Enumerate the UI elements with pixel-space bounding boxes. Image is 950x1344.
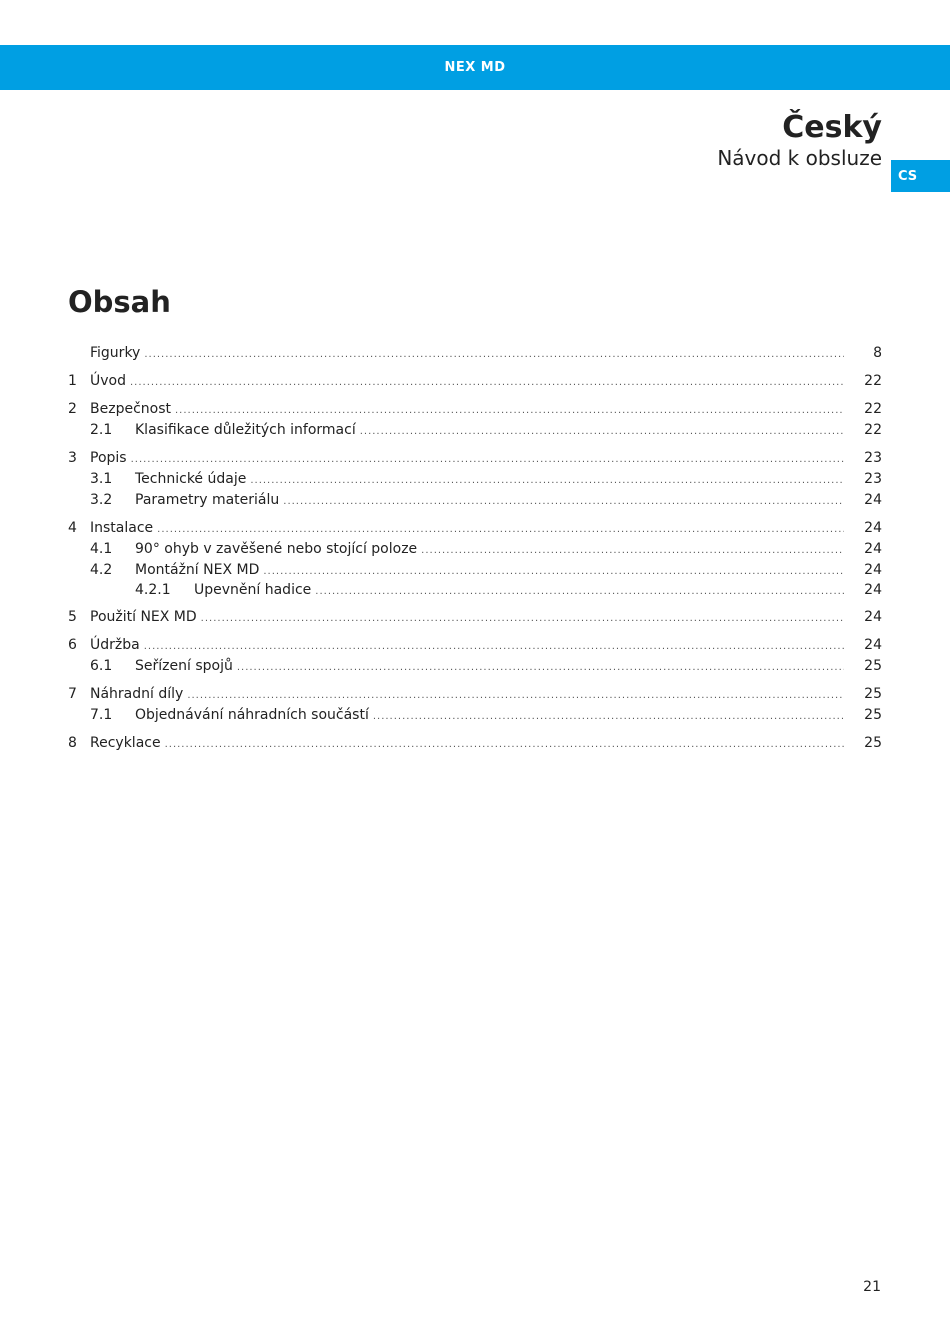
toc-entry-label: Montážní NEX MD — [135, 562, 260, 578]
toc-entry-label: 90° ohyb v zavěšené nebo stojící poloze — [135, 541, 418, 557]
toc-leader-dots — [131, 449, 844, 470]
toc-entry-number: 4.2.1 — [135, 582, 171, 598]
toc-entry-label: Klasifikace důležitých informací — [135, 422, 356, 438]
toc-entry-page: 25 — [864, 686, 882, 702]
toc-entry[interactable] — [68, 581, 882, 600]
toc-entry[interactable] — [68, 343, 882, 364]
toc-leader-dots — [144, 344, 844, 365]
toc-entry-label: Objednávání náhradních součástí — [135, 707, 369, 723]
toc-entry-page: 24 — [864, 637, 882, 653]
toc-entry[interactable] — [68, 684, 882, 705]
toc-entry-page: 24 — [864, 582, 882, 598]
toc-entry-page: 24 — [864, 492, 882, 508]
toc-entry-page: 24 — [864, 520, 882, 536]
toc-entry-number: 4.2 — [90, 562, 113, 578]
toc-leader-dots — [360, 421, 844, 442]
toc-entry[interactable] — [68, 399, 882, 420]
toc-entry[interactable] — [68, 420, 882, 441]
toc-entry-page: 22 — [864, 373, 882, 389]
toc-entry[interactable] — [68, 518, 882, 539]
toc-entry-page: 25 — [864, 735, 882, 751]
toc-leader-dots — [263, 561, 844, 582]
toc-leader-dots — [157, 519, 844, 540]
toc-leader-dots — [237, 657, 844, 678]
toc-leader-dots — [250, 470, 844, 491]
toc-entry-label: Parametry materiálu — [135, 492, 280, 508]
toc-entry[interactable] — [68, 490, 882, 511]
toc-heading: Obsah — [68, 285, 171, 319]
toc-entry-number: 6.1 — [90, 658, 113, 674]
toc-entry-page: 25 — [864, 707, 882, 723]
toc-entry[interactable] — [68, 448, 882, 469]
toc-entry[interactable] — [68, 705, 882, 726]
toc-entry-label: Recyklace — [90, 735, 161, 751]
toc-entry-page: 23 — [864, 471, 882, 487]
toc-leader-dots — [283, 491, 844, 512]
toc-entry-number: 5 — [68, 609, 77, 625]
toc-entry-label: Popis — [90, 450, 127, 466]
toc-leader-dots — [373, 706, 844, 727]
toc-entry-number: 3 — [68, 450, 77, 466]
toc-entry-label: Použití NEX MD — [90, 609, 197, 625]
toc-entry-number: 3.2 — [90, 492, 113, 508]
toc-entry-page: 24 — [864, 609, 882, 625]
toc-entry[interactable] — [68, 539, 882, 560]
table-of-contents — [68, 343, 882, 754]
toc-entry-page: 24 — [864, 562, 882, 578]
toc-leader-dots — [144, 636, 844, 657]
toc-entry-number: 7.1 — [90, 707, 113, 723]
toc-entry-label: Instalace — [90, 520, 154, 536]
toc-leader-dots — [165, 734, 844, 755]
toc-entry-number: 4.1 — [90, 541, 113, 557]
toc-entry[interactable] — [68, 635, 882, 656]
toc-leader-dots — [130, 372, 844, 393]
toc-entry-page: 22 — [864, 422, 882, 438]
toc-leader-dots — [187, 685, 844, 706]
manual-subtitle: Návod k obsluze — [717, 146, 882, 170]
toc-entry-number: 2 — [68, 401, 77, 417]
product-name: NEX MD — [444, 60, 506, 75]
toc-leader-dots — [315, 582, 844, 601]
toc-entry-number: 7 — [68, 686, 77, 702]
toc-entry-page: 24 — [864, 541, 882, 557]
toc-entry-label: Technické údaje — [135, 471, 247, 487]
toc-entry-page: 23 — [864, 450, 882, 466]
toc-entry-number: 1 — [68, 373, 77, 389]
language-title: Český — [782, 110, 882, 145]
toc-entry[interactable] — [68, 469, 882, 490]
toc-entry-label: Upevnění hadice — [194, 582, 312, 598]
toc-entry-page: 22 — [864, 401, 882, 417]
toc-leader-dots — [201, 608, 844, 629]
toc-entry-page: 8 — [873, 345, 882, 361]
toc-entry-label: Údržba — [90, 637, 140, 653]
language-tab — [891, 160, 950, 192]
language-tab-label: CS — [898, 168, 918, 184]
toc-entry-number: 4 — [68, 520, 77, 536]
toc-entry-label: Bezpečnost — [90, 401, 171, 417]
toc-entry-number: 2.1 — [90, 422, 113, 438]
toc-entry-number: 3.1 — [90, 471, 113, 487]
toc-entry[interactable] — [68, 607, 882, 628]
toc-entry-number: 6 — [68, 637, 77, 653]
toc-leader-dots — [421, 540, 844, 561]
toc-entry-page: 25 — [864, 658, 882, 674]
toc-entry-label: Seřízení spojů — [135, 658, 233, 674]
toc-entry-label: Náhradní díly — [90, 686, 184, 702]
toc-entry-label: Úvod — [90, 373, 126, 389]
header-bar — [0, 45, 950, 90]
toc-entry[interactable] — [68, 733, 882, 754]
toc-entry[interactable] — [68, 656, 882, 677]
page-number: 21 — [863, 1279, 881, 1295]
toc-entry[interactable] — [68, 560, 882, 581]
toc-entry-number: 8 — [68, 735, 77, 751]
toc-entry[interactable] — [68, 371, 882, 392]
toc-entry-label: Figurky — [90, 345, 141, 361]
toc-leader-dots — [175, 400, 844, 421]
